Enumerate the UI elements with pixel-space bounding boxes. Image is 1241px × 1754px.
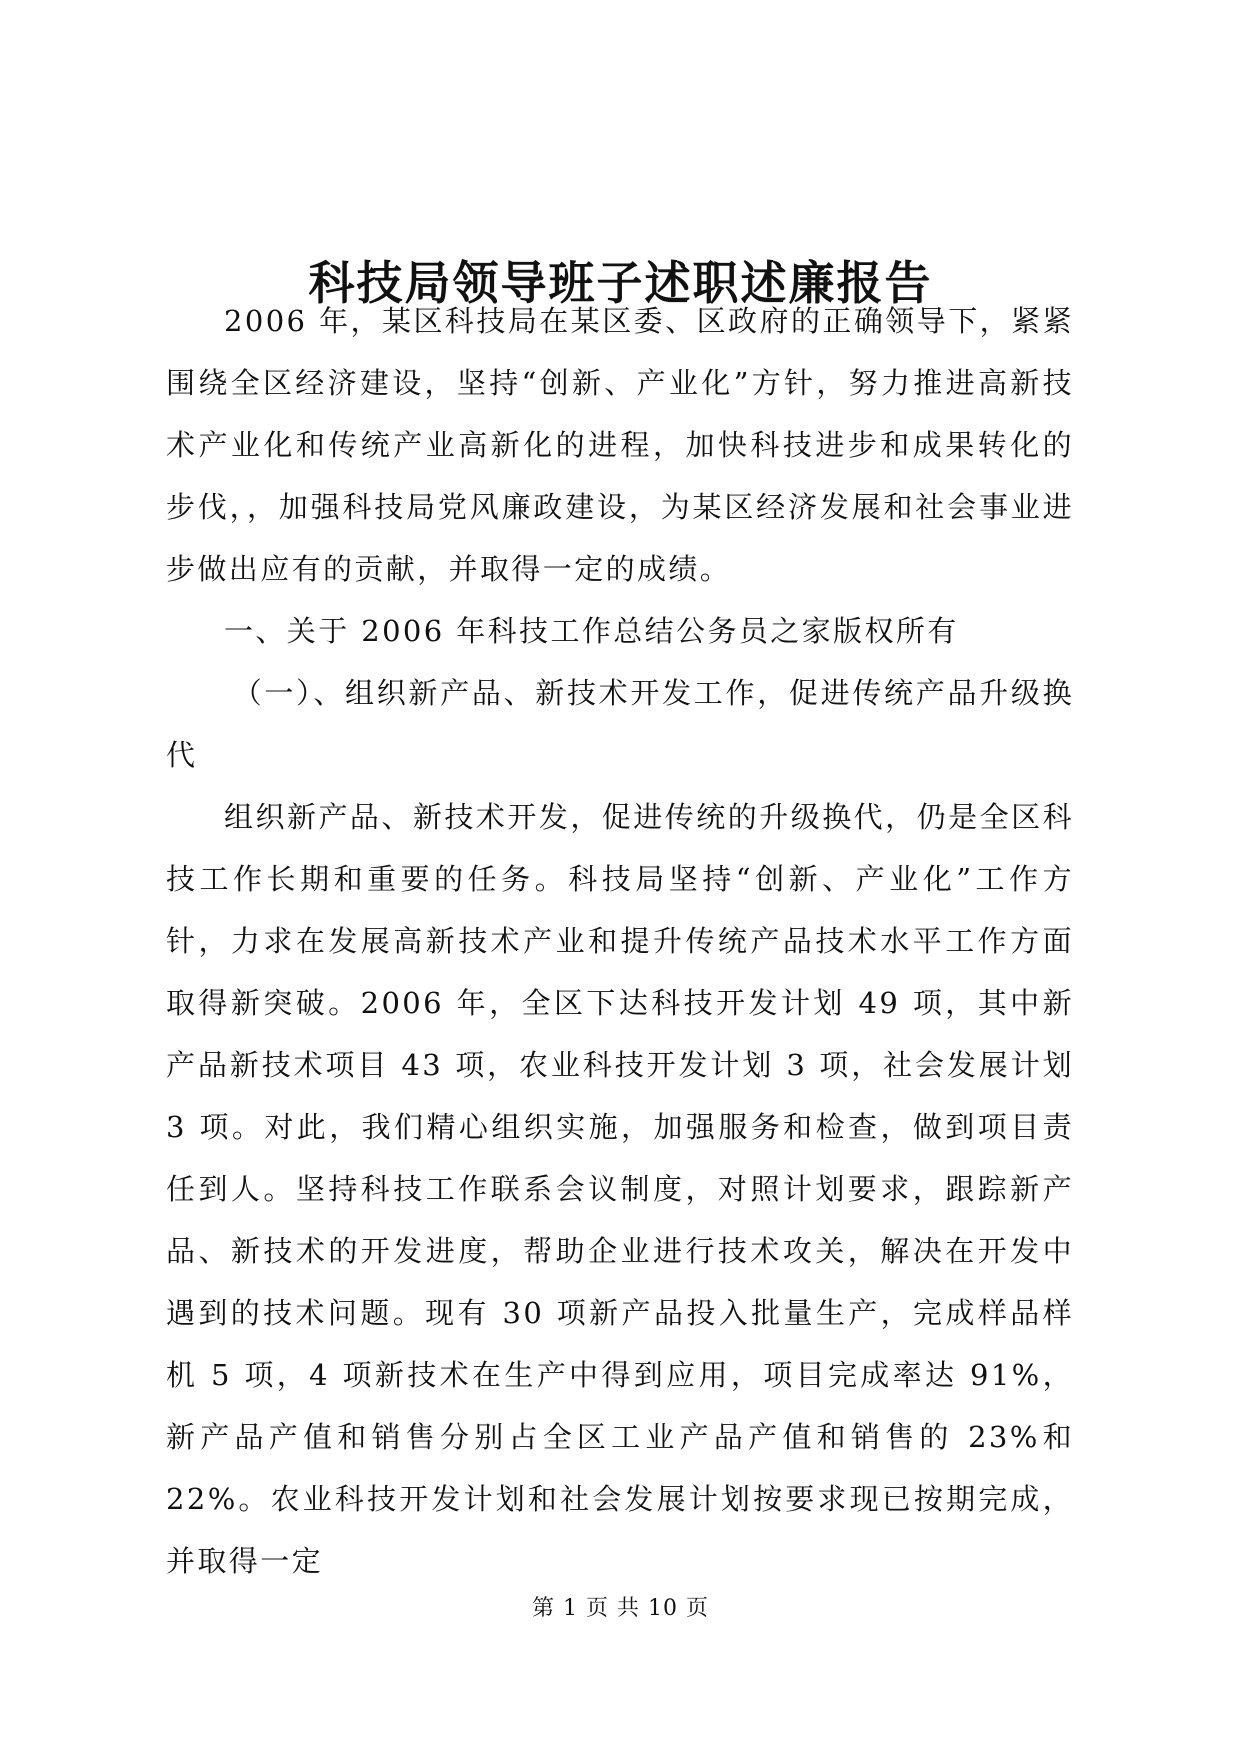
subsection-heading: （一）、组织新产品、新技术开发工作，促进传统产品升级换代: [166, 676, 1074, 772]
document-body: [166, 290, 1074, 1592]
section-heading: 一、关于 2006 年科技工作总结公务员之家版权所有: [224, 614, 959, 648]
document-title: 科技局领导班子述职述廉报告: [308, 255, 933, 310]
intro-paragraph: 2006 年，某区科技局在某区委、区政府的正确领导下，紧紧围绕全区经济建设，坚持“创新、产业化”方针，努力推进高新技术产业化和传统产业高新化的进程，加快科技进步和成果转化的步伐，，加强科技局党风廉政建设，为某区经济发展和社会事业进步做出应有的贡献，并取得一定的成绩。: [166, 304, 1074, 586]
body-paragraph: 组织新产品、新技术开发，促进传统的升级换代，仍是全区科技工作长期和重要的任务。科技局坚持“创新、产业化”工作方针，力求在发展高新技术产业和提升传统产品技术水平工作方面取得新突破。2006 年，全区下达科技开发计划 49 项，其中新产品新技术项目 43 项，农业科技开发计划 3 项，社会发展计划 3 项。对此，我们精心组织实施，加强服务和检查，做到项目责任到人。坚持科技工作联系会议制度，对照计划要求，跟踪新产品、新技术的开发进度，帮助企业进行技术攻关，解决在开发中遇到的技术问题。现有 30 项新产品投入批量生产，完成样品样机 5 项，4 项新技术在生产中得到应用，项目完成率达 91%，新产品产值和销售分别占全区工业产品产值和销售的 23%和 22%。农业科技开发计划和社会发展计划按要求现已按期完成，并取得一定: [166, 800, 1074, 1578]
page-number: 第 1 页 共 10 页: [532, 1596, 709, 1621]
